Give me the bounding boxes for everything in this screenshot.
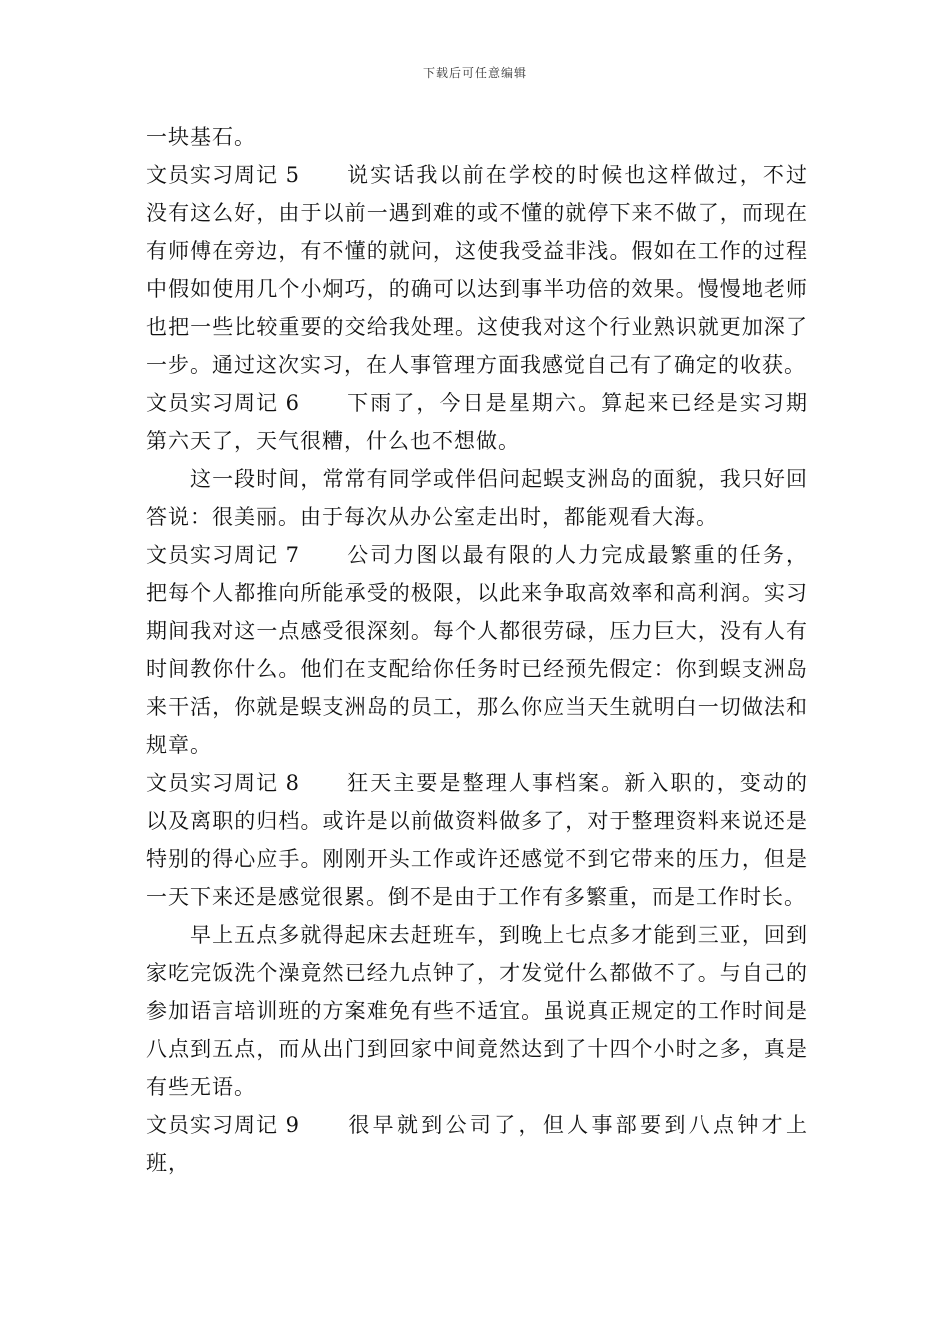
paragraph-text: 很早就到公司了，但人事部要到八点钟才上班， <box>146 1113 808 1175</box>
paragraph <box>146 764 808 916</box>
paragraph-text: 早上五点多就得起床去赶班车，到晚上七点多才能到三亚，回到家吃完饭洗个澡竟然已经九点钟了，才发觉什么都做不了。与自己的参加语言培训班的方案难免有些不适宜。虽说真正规定的工作时间是八点到五点，而从出门到回家中间竟然达到了十四个小时之多，真是有些无语。 <box>146 923 808 1099</box>
entry-title: 文员实习周记 6 <box>146 391 301 415</box>
paragraph <box>146 916 808 1106</box>
entry-title: 文员实习周记 5 <box>146 163 301 187</box>
entry-title: 文员实习周记 8 <box>146 771 301 795</box>
paragraph-text: 公司力图以最有限的人力完成最繁重的任务，把每个人都推向所能承受的极限，以此来争取高效率和高利润。实习期间我对这一点感受很深刻。每个人都很劳碌，压力巨大，没有人有时间教你什么。他们在支配给你任务时已经预先假定：你到蜈支洲岛来干活，你就是蜈支洲岛的员工，那么你应当天生就明白一切做法和规章。 <box>146 543 808 757</box>
document-body <box>146 118 808 1182</box>
paragraph-text: 下雨了，今日是星期六。算起来已经是实习期第六天了，天气很糟，什么也不想做。 <box>146 391 808 453</box>
paragraph-text: 说实话我以前在学校的时候也这样做过，不过没有这么好，由于以前一遇到难的或不懂的就停下来不做了，而现在有师傅在旁边，有不懂的就问，这使我受益非浅。假如在工作的过程中假如使用几个小炯巧，的确可以达到事半功倍的效果。慢慢地老师也把一些比较重要的交给我处理。这使我对这个行业熟识就更加深了一步。通过这次实习，在人事管理方面我感觉自己有了确定的收获。 <box>146 163 808 377</box>
paragraph <box>146 460 808 536</box>
entry-title: 文员实习周记 7 <box>146 543 301 567</box>
paragraph-text: 狂天主要是整理人事档案。新入职的，变动的以及离职的归档。或许是以前做资料做多了，对于整理资料来说还是特别的得心应手。刚刚开头工作或许还感觉不到它带来的压力，但是一天下来还是感觉很累。倒不是由于工作有多繁重，而是工作时长。 <box>146 771 808 909</box>
paragraph-text: 这一段时间，常常有同学或伴侣问起蜈支洲岛的面貌，我只好回答说：很美丽。由于每次从办公室走出时，都能观看大海。 <box>146 467 808 529</box>
paragraph <box>146 118 808 156</box>
paragraph <box>146 1106 808 1182</box>
paragraph <box>146 156 808 384</box>
paragraph-text: 一块基石。 <box>146 125 256 149</box>
entry-title: 文员实习周记 9 <box>146 1113 301 1137</box>
paragraph <box>146 536 808 764</box>
paragraph <box>146 384 808 460</box>
page-header: 下载后可任意编辑 <box>422 66 527 80</box>
